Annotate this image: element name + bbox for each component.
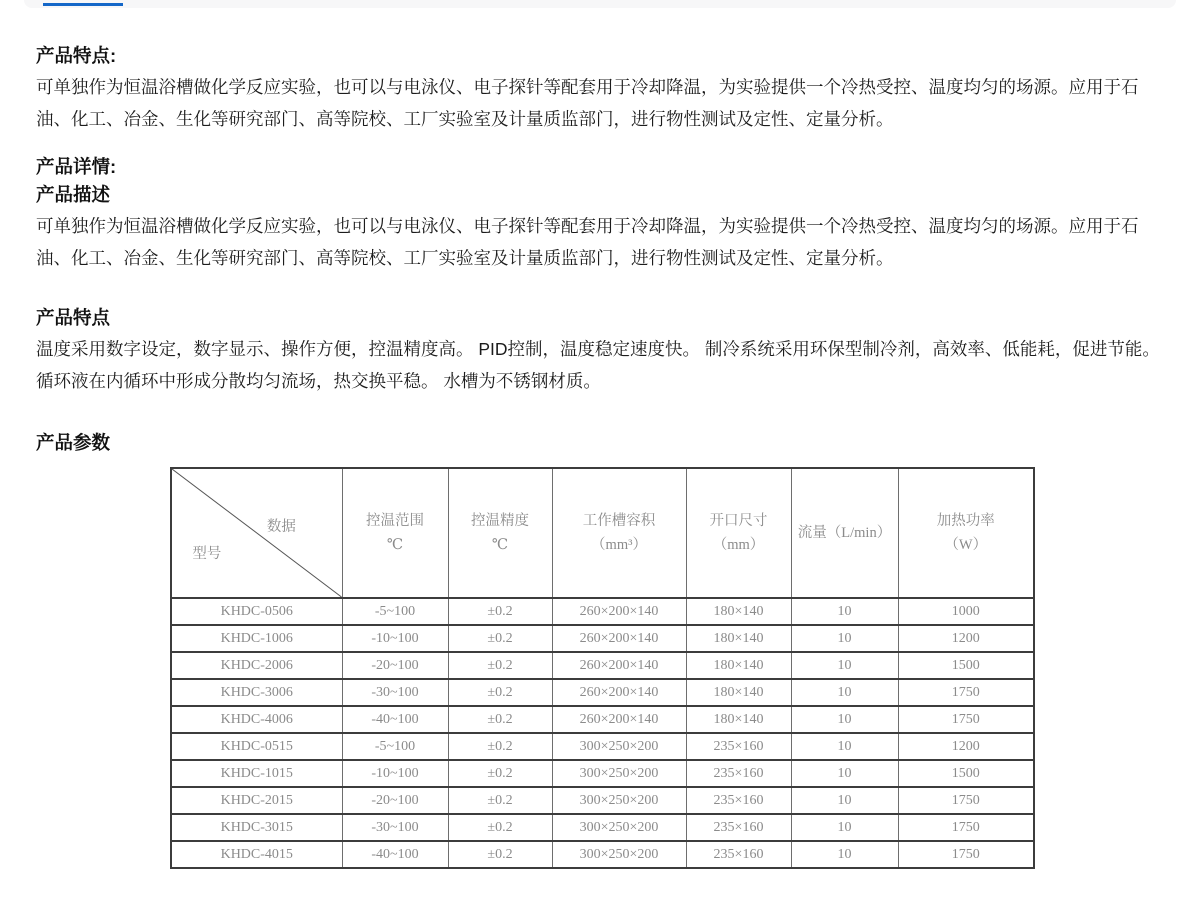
table-cell: 235×160 xyxy=(686,841,791,868)
table-cell: ±0.2 xyxy=(448,733,552,760)
table-cell: 260×200×140 xyxy=(552,706,686,733)
table-cell: 1750 xyxy=(898,787,1034,814)
table-cell: 235×160 xyxy=(686,733,791,760)
table-cell: 10 xyxy=(791,679,898,706)
table-cell: KHDC-4015 xyxy=(171,841,342,868)
header-title: 控温精度 xyxy=(471,513,529,529)
table-cell: 10 xyxy=(791,814,898,841)
table-cell: ±0.2 xyxy=(448,841,552,868)
table-cell: 10 xyxy=(791,652,898,679)
table-cell: 260×200×140 xyxy=(552,598,686,625)
table-row xyxy=(171,814,1034,841)
header-unit: ℃ xyxy=(491,537,509,553)
table-row xyxy=(171,841,1034,868)
table-cell: KHDC-0506 xyxy=(171,598,342,625)
table-cell: ±0.2 xyxy=(448,706,552,733)
table-cell: KHDC-3006 xyxy=(171,679,342,706)
table-cell: ±0.2 xyxy=(448,652,552,679)
corner-header-cell xyxy=(171,468,342,598)
table-cell: KHDC-2006 xyxy=(171,652,342,679)
table-cell: -5~100 xyxy=(342,733,448,760)
table-cell: -20~100 xyxy=(342,652,448,679)
table-cell: ±0.2 xyxy=(448,760,552,787)
section-heading: 产品参数 xyxy=(36,432,111,453)
table-cell: ±0.2 xyxy=(448,679,552,706)
table-cell: 1750 xyxy=(898,841,1034,868)
header-tank-volume xyxy=(552,468,686,598)
table-cell: -10~100 xyxy=(342,760,448,787)
table-cell: 300×250×200 xyxy=(552,760,686,787)
parameters-table xyxy=(170,467,1035,869)
table-cell: 10 xyxy=(791,625,898,652)
header-title: 流量（L/min） xyxy=(797,525,892,541)
section-details xyxy=(36,153,1164,274)
table-cell: 180×140 xyxy=(686,625,791,652)
table-cell: -20~100 xyxy=(342,787,448,814)
table-row xyxy=(171,679,1034,706)
section-features-intro xyxy=(36,42,1164,135)
corner-label-model: 型号 xyxy=(192,545,222,562)
table-cell: 300×250×200 xyxy=(552,841,686,868)
table-cell: 1750 xyxy=(898,706,1034,733)
table-row xyxy=(171,733,1034,760)
header-unit: （mm） xyxy=(712,537,765,553)
table-cell: 235×160 xyxy=(686,787,791,814)
parameters-table-wrap xyxy=(170,467,1164,869)
header-title: 控温范围 xyxy=(366,513,424,529)
table-cell: 10 xyxy=(791,841,898,868)
table-cell: 1200 xyxy=(898,625,1034,652)
table-body xyxy=(171,598,1034,868)
table-cell: -40~100 xyxy=(342,706,448,733)
section-heading: 产品特点: xyxy=(36,45,117,66)
header-title: 开口尺寸 xyxy=(709,513,768,529)
diagonal-line xyxy=(172,469,342,597)
table-row xyxy=(171,706,1034,733)
table-row xyxy=(171,787,1034,814)
table-cell: 300×250×200 xyxy=(552,733,686,760)
section-heading: 产品详情: xyxy=(36,156,117,177)
section-subheading: 产品描述 xyxy=(36,184,111,205)
table-cell: 1750 xyxy=(898,679,1034,706)
table-cell: 1000 xyxy=(898,598,1034,625)
table-row xyxy=(171,652,1034,679)
section-paragraph: 可单独作为恒温浴槽做化学反应实验，也可以与电泳仪、电子探针等配套用于冷却降温，为实验提供一个冷热受控、温度均匀的场源。应用于石油、化工、冶金、生化等研究部门、高等院校、工厂实验室及计量质监部门，进行物性测试及定性、定量分析。 xyxy=(36,77,1139,129)
tab-bar xyxy=(24,0,1176,8)
table-cell: KHDC-1006 xyxy=(171,625,342,652)
table-row xyxy=(171,625,1034,652)
table-cell: ±0.2 xyxy=(448,814,552,841)
table-cell: KHDC-2015 xyxy=(171,787,342,814)
table-cell: 260×200×140 xyxy=(552,625,686,652)
table-cell: ±0.2 xyxy=(448,598,552,625)
header-temp-range xyxy=(342,468,448,598)
table-cell: 1200 xyxy=(898,733,1034,760)
table-row xyxy=(171,760,1034,787)
table-cell: -30~100 xyxy=(342,679,448,706)
table-cell: 300×250×200 xyxy=(552,814,686,841)
table-cell: KHDC-1015 xyxy=(171,760,342,787)
table-cell: 10 xyxy=(791,787,898,814)
table-cell: 10 xyxy=(791,598,898,625)
header-unit: ℃ xyxy=(386,537,404,553)
active-tab-indicator[interactable] xyxy=(43,3,123,6)
header-title: 加热功率 xyxy=(936,513,995,529)
header-unit: （mm³） xyxy=(591,537,647,553)
table-cell: 260×200×140 xyxy=(552,652,686,679)
section-heading: 产品特点 xyxy=(36,307,111,328)
table-cell: 180×140 xyxy=(686,598,791,625)
table-cell: 300×250×200 xyxy=(552,787,686,814)
table-cell: KHDC-0515 xyxy=(171,733,342,760)
table-cell: ±0.2 xyxy=(448,787,552,814)
table-cell: 180×140 xyxy=(686,679,791,706)
table-cell: 235×160 xyxy=(686,814,791,841)
header-opening-size xyxy=(686,468,791,598)
table-cell: 10 xyxy=(791,760,898,787)
header-title: 工作槽容积 xyxy=(582,513,656,529)
table-row xyxy=(171,598,1034,625)
table-cell: 1500 xyxy=(898,652,1034,679)
section-paragraph: 温度采用数字设定，数字显示、操作方便，控温精度高。 PID控制，温度稳定速度快。 制冷系统采用环保型制冷剂，高效率、低能耗，促进节能。 循环液在内循环中形成分散均匀流场，热交换平稳。 水槽为不锈钢材质。 xyxy=(36,339,1160,391)
header-flow-rate xyxy=(791,468,898,598)
table-cell: -10~100 xyxy=(342,625,448,652)
header-heating-power xyxy=(898,468,1034,598)
table-cell: KHDC-4006 xyxy=(171,706,342,733)
header-unit: （W） xyxy=(944,537,988,553)
corner-label-data: 数据 xyxy=(266,519,296,536)
table-cell: -30~100 xyxy=(342,814,448,841)
table-cell: 180×140 xyxy=(686,652,791,679)
section-parameters xyxy=(36,429,1164,869)
table-cell: 1500 xyxy=(898,760,1034,787)
table-cell: -5~100 xyxy=(342,598,448,625)
table-cell: KHDC-3015 xyxy=(171,814,342,841)
section-paragraph: 可单独作为恒温浴槽做化学反应实验，也可以与电泳仪、电子探针等配套用于冷却降温，为实验提供一个冷热受控、温度均匀的场源。应用于石油、化工、冶金、生化等研究部门、高等院校、工厂实验室及计量质监部门，进行物性测试及定性、定量分析。 xyxy=(36,216,1139,268)
table-cell: 180×140 xyxy=(686,706,791,733)
table-cell: 260×200×140 xyxy=(552,679,686,706)
table-header-row xyxy=(171,468,1034,598)
table-cell: 10 xyxy=(791,706,898,733)
table-cell: ±0.2 xyxy=(448,625,552,652)
table-cell: 10 xyxy=(791,733,898,760)
table-cell: -40~100 xyxy=(342,841,448,868)
section-features xyxy=(36,304,1164,397)
table-cell: 1750 xyxy=(898,814,1034,841)
header-temp-precision xyxy=(448,468,552,598)
table-cell: 235×160 xyxy=(686,760,791,787)
